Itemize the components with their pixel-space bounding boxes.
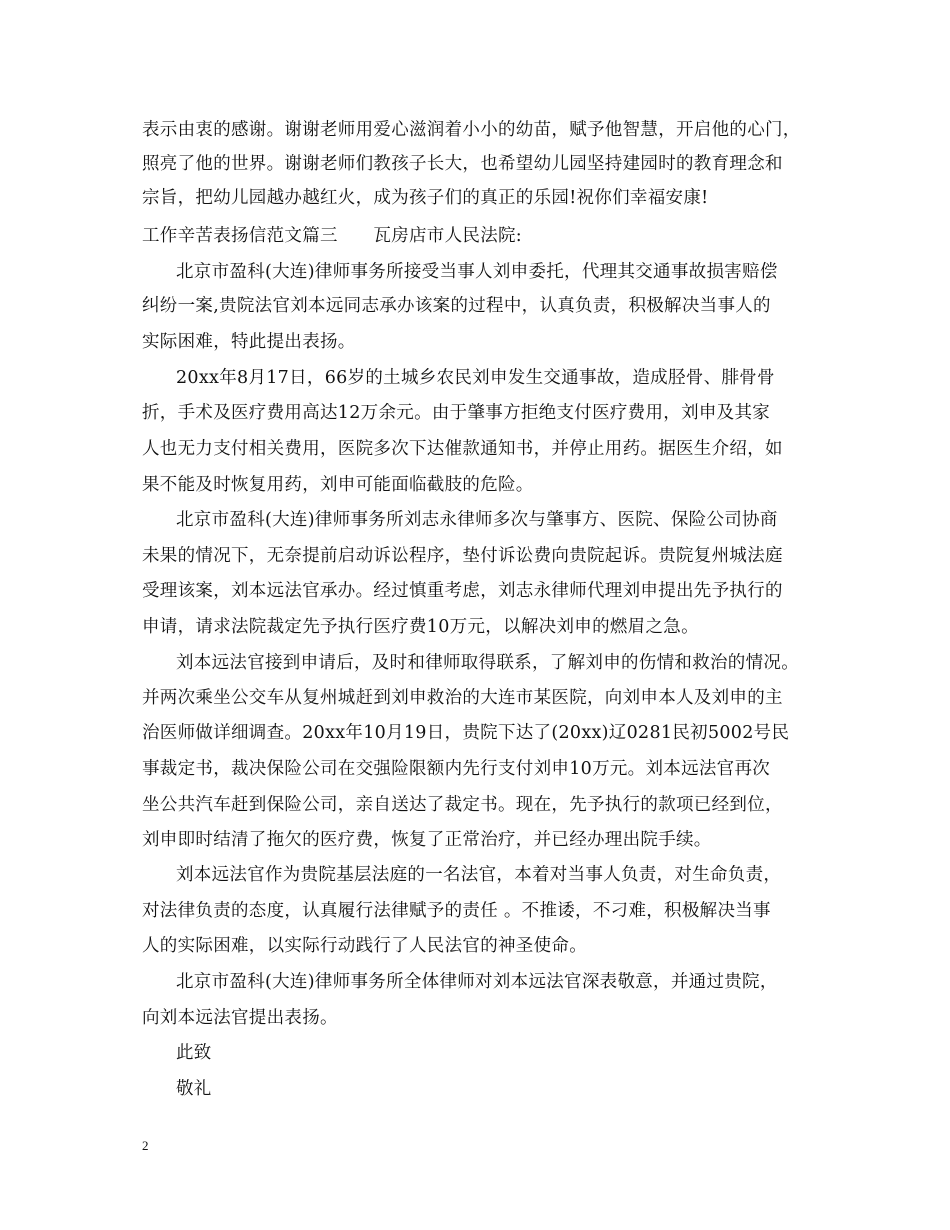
text-line-14: 受理该案，刘本远法官承办。经过慎重考虑，刘志永律师代理刘申提出先予执行的 (142, 581, 783, 601)
text-line-2: 照亮了他的世界。谢谢老师们教孩子长大，也希望幼儿园坚持建园时的教育理念和 (142, 154, 783, 174)
text-line-4: 工作辛苦表扬信范文篇三 瓦房店市人民法院: (142, 226, 522, 246)
text-line-22: 刘本远法官作为贵院基层法庭的一名法官，本着对当事人负责，对生命负责， (176, 865, 782, 885)
closing-salutation: 此致 (176, 1043, 212, 1063)
text-line-18: 治医师做详细调查。20xx年10月19日，贵院下达了(20xx)辽0281民初5002号民 (142, 723, 790, 743)
text-line-8: 20xx年8月17日，66岁的土城乡农民刘申发生交通事故，造成胫骨、腓骨骨 (176, 368, 775, 388)
text-line-10: 人也无力支付相关费用，医院多次下达催款通知书，并停止用药。据医生介绍，如 (142, 439, 783, 459)
text-line-16: 刘本远法官接到申请后，及时和律师取得联系，了解刘申的伤情和救治的情况。 (176, 653, 799, 673)
text-line-11: 果不能及时恢复用药，刘申可能面临截肢的危险。 (142, 475, 534, 495)
text-line-21: 刘申即时结清了拖欠的医疗费，恢复了正常治疗，并已经办理出院手续。 (142, 830, 712, 850)
text-line-5: 北京市盈科(大连)律师事务所接受当事人刘申委托，代理其交通事故损害赔偿 (176, 262, 778, 282)
text-line-19: 事裁定书，裁决保险公司在交强险限额内先行支付刘申10万元。刘本远法官再次 (142, 759, 771, 779)
text-line-25: 北京市盈科(大连)律师事务所全体律师对刘本远法官深表敬意，并通过贵院， (176, 972, 778, 992)
text-line-1: 表示由衷的感谢。谢谢老师用爱心滋润着小小的幼苗，赋予他智慧，开启他的心门， (142, 120, 801, 140)
text-line-13: 未果的情况下，无奈提前启动诉讼程序，垫付诉讼费向贵院起诉。贵院复州城法庭 (142, 546, 783, 566)
text-line-23: 对法律负责的态度，认真履行法律赋予的责任 。不推诿，不刁难，积极解决当事 (142, 901, 771, 921)
text-line-20: 坐公共汽车赶到保险公司，亲自送达了裁定书。现在，先予执行的款项已经到位， (142, 795, 783, 815)
text-line-17: 并两次乘坐公交车从复州城赶到刘申救治的大连市某医院，向刘申本人及刘申的主 (142, 688, 783, 708)
closing-regards: 敬礼 (176, 1079, 212, 1099)
text-line-6: 纠纷一案,贵院法官刘本远同志承办该案的过程中，认真负责，积极解决当事人的 (142, 296, 771, 316)
page-number: 2 (142, 1138, 149, 1153)
text-line-24: 人的实际困难，以实际行动践行了人民法官的神圣使命。 (142, 936, 587, 956)
text-line-7: 实际困难，特此提出表扬。 (142, 332, 356, 352)
text-line-26: 向刘本远法官提出表扬。 (142, 1008, 338, 1028)
text-line-9: 折，手术及医疗费用高达12万余元。由于肇事方拒绝支付医疗费用，刘申及其家 (142, 403, 771, 423)
text-line-3: 宗旨，把幼儿园越办越红火，成为孩子们的真正的乐园!祝你们幸福安康! (142, 188, 709, 208)
text-line-15: 申请，请求法院裁定先予执行医疗费10万元，以解决刘申的燃眉之急。 (142, 617, 699, 637)
text-line-12: 北京市盈科(大连)律师事务所刘志永律师多次与肇事方、医院、保险公司协商 (176, 510, 778, 530)
